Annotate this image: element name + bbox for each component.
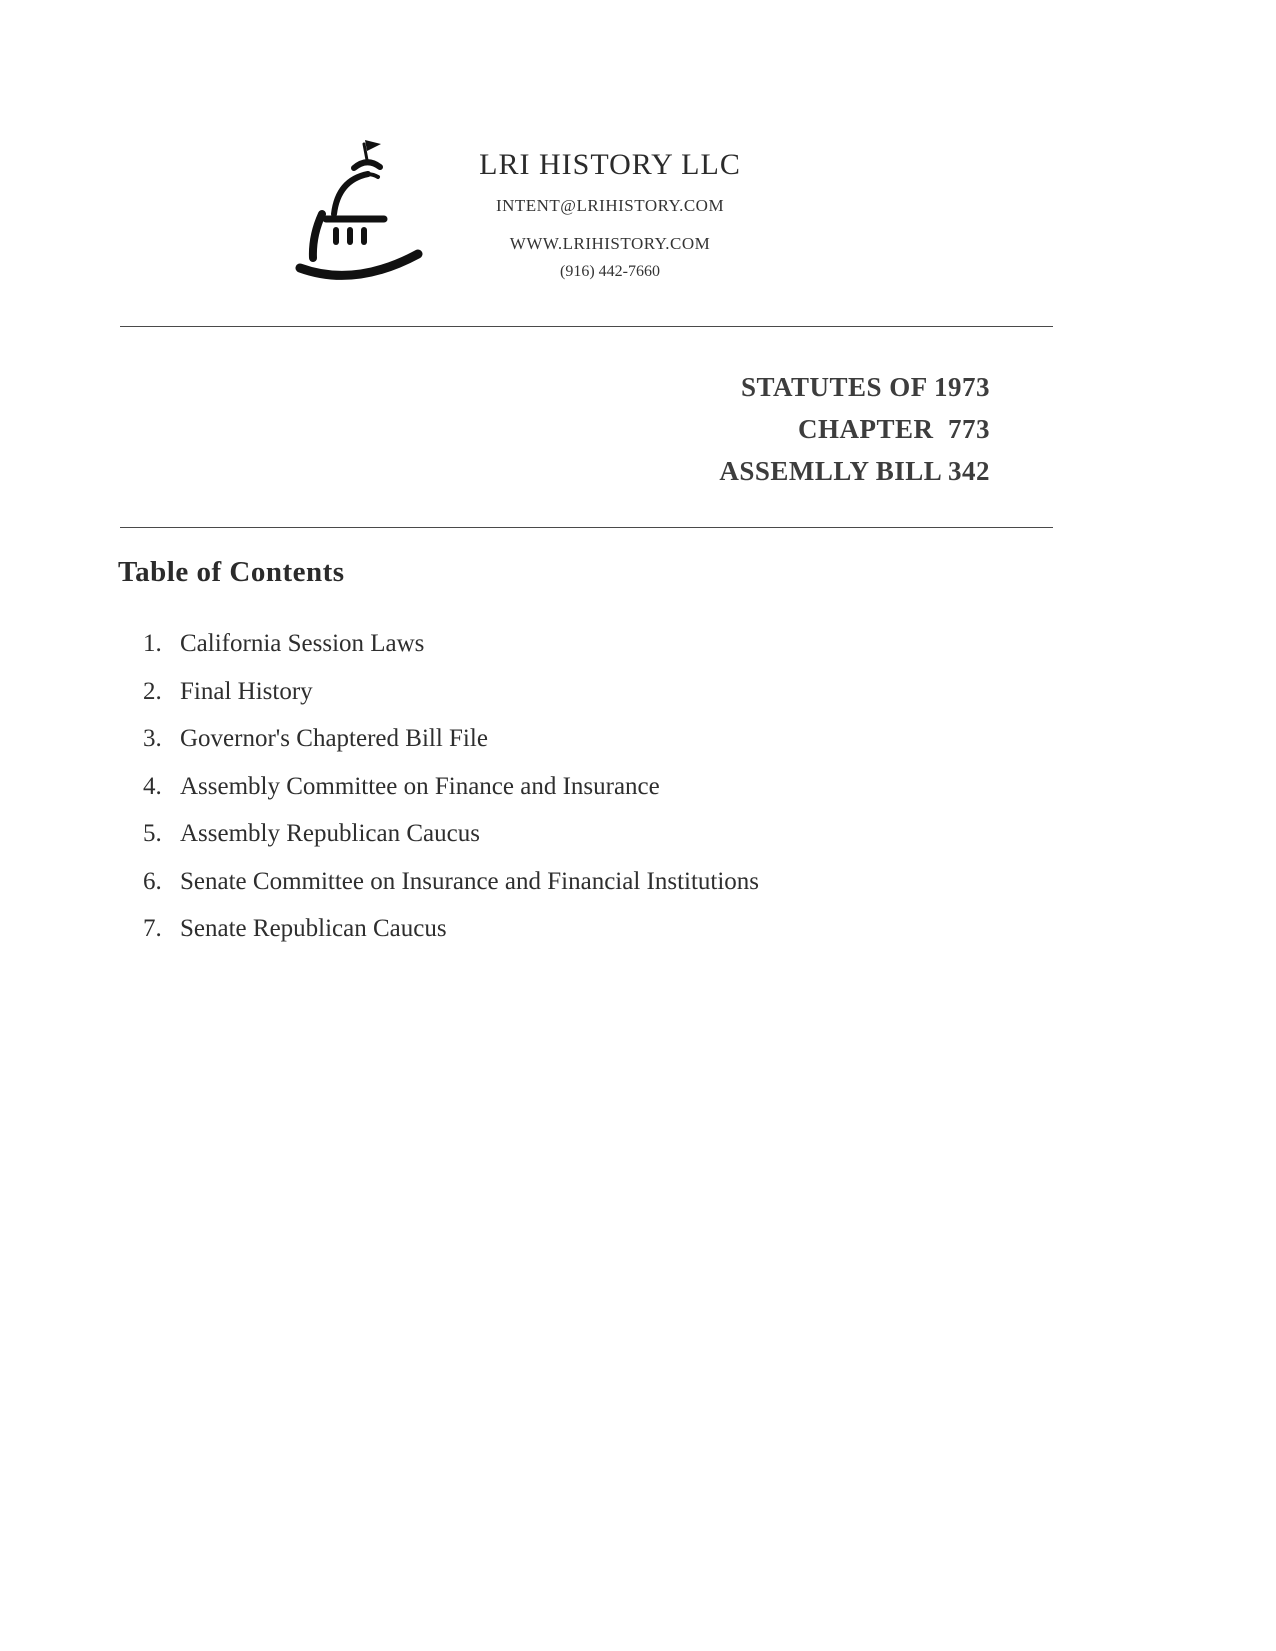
toc-item-number: 4. [143,772,162,800]
toc-item-label: Governor's Chaptered Bill File [180,725,488,752]
statutes-line: STATUTES OF 1973 [740,372,990,402]
toc-item-label: Senate Committee on Insurance and Financial Institutions [180,867,760,895]
toc-item [143,763,1043,811]
bill-line: ASSEMLLY BILL 342 [719,456,990,486]
toc-item [143,810,1043,858]
company-header [450,148,770,286]
toc-item-number: 5. [143,820,162,847]
toc-item-number: 1. [143,630,162,657]
horizontal-rule-bottom [120,527,1053,528]
company-phone: (916) 442-7660 [560,263,660,280]
toc-item-number: 2. [143,677,162,705]
toc-list [143,620,1043,953]
toc-item [143,668,1043,716]
toc-item-number: 3. [143,725,162,752]
toc-item-label: Assembly Committee on Finance and Insurance [180,772,660,800]
chapter-line: CHAPTER 773 [797,414,990,444]
toc-item-label: Final History [180,677,313,705]
statute-title-block [719,366,990,492]
company-email: INTENT@LRIHISTORY.COM [495,196,725,215]
toc-item-label: Assembly Republican Caucus [180,820,480,847]
toc-item-label: California Session Laws [180,630,425,657]
toc-item [143,620,1043,668]
toc-item [143,905,1043,953]
company-name: LRI HISTORY LLC [479,148,741,181]
toc-heading: Table of Contents [118,556,345,588]
toc-item [143,715,1043,763]
company-website: WWW.LRIHISTORY.COM [509,234,711,253]
toc-item-label: Senate Republican Caucus [180,915,447,942]
capitol-logo-icon [292,122,442,287]
toc-item-number: 6. [143,867,162,895]
horizontal-rule-top [120,326,1053,327]
toc-item [143,858,1043,906]
toc-item-number: 7. [143,915,162,942]
